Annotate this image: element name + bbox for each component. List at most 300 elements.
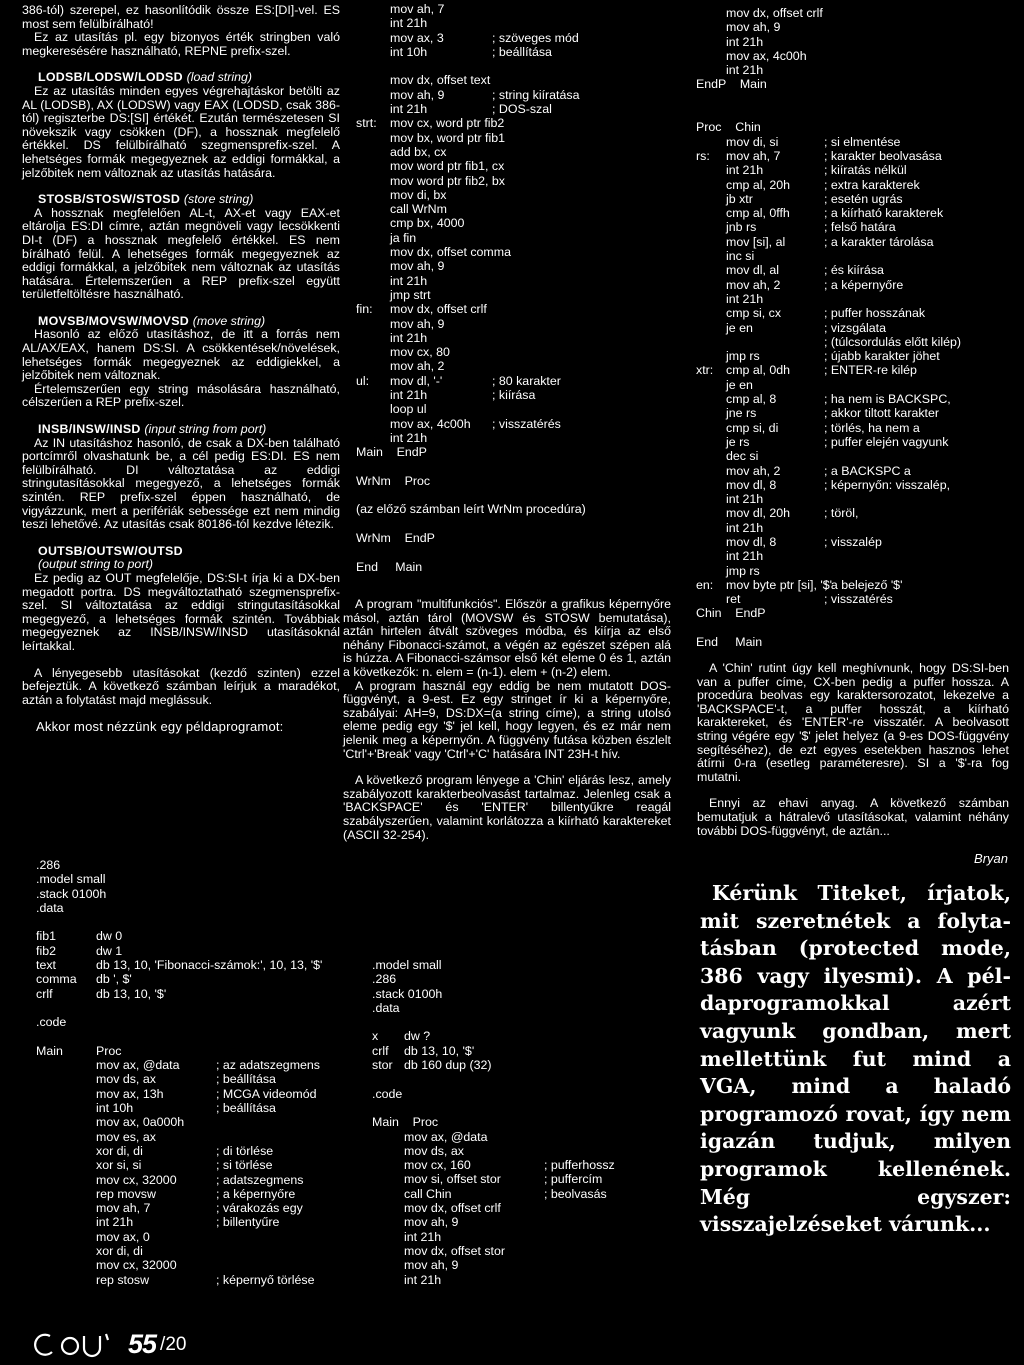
code-line xyxy=(372,1172,672,1186)
code-line xyxy=(696,35,1016,49)
instruction-name: MOVSB/MOVSW/MOVSD xyxy=(38,313,190,328)
code-label xyxy=(696,564,726,578)
code-label xyxy=(696,421,726,435)
code-line xyxy=(696,20,1016,34)
code-label xyxy=(356,88,390,102)
code-label xyxy=(356,345,390,359)
code-label xyxy=(36,1072,96,1086)
code-label xyxy=(696,249,726,263)
code-instruction: mov dx, offset comma xyxy=(390,245,511,260)
code-comment xyxy=(824,521,1016,535)
code-label xyxy=(356,317,390,331)
code-line xyxy=(356,345,676,359)
code-comment: ; pufferhossz xyxy=(544,1158,615,1173)
code-line xyxy=(696,335,1016,349)
code-instruction: mov cx, 80 xyxy=(390,345,450,360)
code-line xyxy=(36,1115,341,1129)
code-instruction: call WrNm xyxy=(390,202,447,217)
code-label xyxy=(696,435,726,449)
code-label xyxy=(356,174,390,188)
code-line xyxy=(696,292,1016,306)
code-instruction: mov ds, ax xyxy=(96,1072,156,1087)
code-instruction: dec si xyxy=(726,449,759,464)
code-line xyxy=(372,958,672,972)
code-instruction: mov word ptr fib2, bx xyxy=(390,173,506,188)
code-instruction: mov ah, 9 xyxy=(390,87,445,102)
code-label xyxy=(356,331,390,345)
code-label xyxy=(356,216,390,230)
code-label: crlf xyxy=(36,986,53,1001)
code-comment xyxy=(492,131,676,145)
code-directive: .code xyxy=(36,1015,67,1030)
code-line xyxy=(372,1058,672,1072)
code-directive: End Main xyxy=(696,635,763,650)
code-instruction: mov dx, offset crlf xyxy=(404,1201,501,1216)
code-label xyxy=(356,159,390,173)
code-line xyxy=(36,1215,341,1229)
code-directive: .model small xyxy=(372,958,442,972)
code-label xyxy=(356,259,390,273)
code-label: strt: xyxy=(356,116,377,131)
code-comment xyxy=(824,63,1016,77)
code-label xyxy=(696,406,726,420)
code-line xyxy=(356,31,676,45)
code-line xyxy=(356,460,676,474)
code-line xyxy=(36,1173,341,1187)
code-comment: ; puffer hosszának xyxy=(824,306,926,321)
code-line xyxy=(356,302,676,316)
code-instruction: cmp al, 20h xyxy=(726,177,791,192)
code-line xyxy=(36,858,341,872)
instruction-name: INSB/INSW/INSD xyxy=(38,422,141,437)
code-instruction: mov ax, 4c00h xyxy=(726,48,807,63)
code-instruction: mov ax, 0a000h xyxy=(96,1115,185,1130)
code-comment xyxy=(544,1029,672,1043)
code-instruction: int 10h xyxy=(390,44,428,59)
code-directive: Main EndP xyxy=(356,445,427,460)
code-line xyxy=(36,1030,341,1044)
code-instruction: mov dx, offset crlf xyxy=(726,6,823,20)
code-line xyxy=(372,1201,672,1215)
code-line xyxy=(696,220,1016,234)
code-instruction: mov ax, 13h xyxy=(96,1086,164,1101)
code-comment: ; kiírása xyxy=(492,388,536,403)
code-line xyxy=(356,245,676,259)
code-label: rs: xyxy=(696,148,710,163)
code-instruction: int 21h xyxy=(726,549,764,564)
code-line xyxy=(356,231,676,245)
code-instruction: mov ah, 7 xyxy=(96,1201,151,1216)
code-line xyxy=(36,901,341,915)
code-line xyxy=(696,321,1016,335)
code-label xyxy=(36,1101,96,1115)
code-comment xyxy=(824,6,1016,20)
code-line xyxy=(696,163,1016,177)
code-comment: ; 80 karakter xyxy=(492,373,561,388)
code-line xyxy=(356,174,676,188)
code-instruction: cmp si, cx xyxy=(726,306,782,321)
code-line xyxy=(696,535,1016,549)
code-instruction: rep stosw xyxy=(96,1272,150,1287)
code-comment xyxy=(544,1201,672,1215)
code-instruction: mov ax, @data xyxy=(404,1129,488,1144)
code-label: fib1 xyxy=(36,929,56,944)
code-line xyxy=(356,445,676,459)
code-line xyxy=(356,417,676,431)
code-instruction: int 21h xyxy=(726,492,764,507)
code-comment: ; string kiíratása xyxy=(492,87,580,102)
code-comment xyxy=(824,35,1016,49)
code-line xyxy=(36,1144,341,1158)
code-line xyxy=(696,363,1016,377)
code-line xyxy=(372,987,672,1001)
instruction-description: (load string) xyxy=(186,70,253,85)
code-label: en: xyxy=(696,577,714,592)
code-instruction: mov dl, 8 xyxy=(726,477,777,492)
code-line xyxy=(356,431,676,445)
code-comment xyxy=(216,958,341,972)
code-label xyxy=(696,335,726,349)
code-line xyxy=(696,178,1016,192)
code-line xyxy=(696,478,1016,492)
code-comment xyxy=(824,549,1016,563)
code-instruction: mov word ptr fib1, cx xyxy=(390,159,505,174)
code-label xyxy=(696,478,726,492)
code-directive: .286 xyxy=(372,972,397,987)
code-instruction: mov ax, 0 xyxy=(96,1229,150,1244)
code-comment: ; képernyőn: visszalép, xyxy=(824,477,951,492)
code-line xyxy=(696,406,1016,420)
code-instruction: db 13, 10, '$' xyxy=(404,1043,475,1058)
code-instruction: ret xyxy=(726,592,741,607)
code-line xyxy=(356,317,676,331)
code-instruction: je en xyxy=(726,377,753,392)
code-line xyxy=(36,1187,341,1201)
code-line xyxy=(356,45,676,59)
code-comment: ; MCGA videomód xyxy=(216,1086,317,1101)
code-comment xyxy=(492,274,676,288)
code-label: fin: xyxy=(356,302,373,317)
instruction-description: (store string) xyxy=(183,192,254,207)
code-instruction: mov dx, offset stor xyxy=(404,1243,506,1258)
code-label xyxy=(356,131,390,145)
code-comment: ; a képernyőre xyxy=(216,1186,296,1201)
code-comment xyxy=(492,116,676,130)
code-line xyxy=(36,987,341,1001)
code-label xyxy=(696,163,726,177)
code-line xyxy=(36,1044,341,1058)
code-line xyxy=(356,259,676,273)
code-instruction: call Chin xyxy=(404,1186,452,1201)
code-line xyxy=(372,1001,672,1015)
code-comment: ; beállítása xyxy=(216,1101,276,1116)
code-label xyxy=(372,1273,404,1287)
code-instruction: dw 1 xyxy=(96,943,123,958)
paragraph: A lényegesebb utasításokat (kezdő szinten) ezzel befejeztük. A következő számban leírjuk a maradékot, aztán a folytatást majd meglássuk. xyxy=(22,665,340,707)
code-label xyxy=(36,1058,96,1072)
code-instruction: dw ? xyxy=(404,1029,431,1044)
code-comment xyxy=(492,302,676,316)
code-instruction: db 160 dup (32) xyxy=(404,1058,492,1073)
code-instruction: jmp rs xyxy=(726,563,760,578)
code-directive: Main Proc xyxy=(372,1115,439,1130)
paragraph: A következő program lényege a 'Chin' eljárás lesz, amely szabályozott karakterbeolvasást tartalmaz. Jelenleg csak a 'BACKSPACE' és 'ENTER' billentyűkre reagál szabályszerűen, valamint korlátozza a kiírható karaktereket (ASCII 32-254). xyxy=(343,773,671,842)
code-directive: WrNm Proc xyxy=(356,473,431,488)
code-label: comma xyxy=(36,972,77,987)
code-comment xyxy=(544,1044,672,1058)
code-comment: ; si törlése xyxy=(216,1158,273,1173)
code-label xyxy=(36,1087,96,1101)
code-label: text xyxy=(36,958,56,973)
code-instruction: mov dl, 20h xyxy=(726,506,791,521)
code-instruction: jb xtr xyxy=(726,191,753,206)
page-number: /20 xyxy=(160,1334,187,1356)
code-line xyxy=(696,349,1016,363)
column-1-article xyxy=(22,4,340,734)
code-comment: ; szöveges mód xyxy=(492,30,579,45)
code-instruction: cmp al, 0ffh xyxy=(726,206,790,221)
code-instruction: mov dl, 8 xyxy=(726,534,777,549)
code-line xyxy=(356,488,676,502)
code-instruction: mov ah, 9 xyxy=(404,1258,459,1273)
code-label xyxy=(696,6,726,20)
instruction-name: LODSB/LODSW/LODSD xyxy=(38,70,183,85)
code-instruction: int 21h xyxy=(726,520,764,535)
code-label xyxy=(696,392,726,406)
code-label xyxy=(356,402,390,416)
code-instruction: mov ah, 7 xyxy=(726,148,781,163)
code-instruction: mov ax, 4c00h xyxy=(390,416,471,431)
paragraph: 386-tól) szerepel, ez hasonlítódik össze ES:[DI]-vel. ES most sem felülbírálható! xyxy=(22,3,340,31)
code-line xyxy=(356,545,676,559)
code-instruction: int 21h xyxy=(404,1272,442,1287)
code-label xyxy=(372,1144,404,1158)
code-instruction: je rs xyxy=(726,434,750,449)
instruction-description: (input string from port) xyxy=(144,422,267,437)
code-line xyxy=(696,521,1016,535)
code-comment xyxy=(492,145,676,159)
code-instruction: int 21h xyxy=(390,430,428,445)
code-instruction: je en xyxy=(726,320,753,335)
code-line xyxy=(372,1244,672,1258)
code-comment xyxy=(216,1044,341,1058)
code-comment: ; (túlcsordulás előtt kilép) xyxy=(824,334,962,349)
code-label xyxy=(356,274,390,288)
code-instruction: loop ul xyxy=(390,402,427,417)
code-line xyxy=(36,1273,341,1287)
code-label xyxy=(696,20,726,34)
code-comment: ; karakter beolvasása xyxy=(824,148,942,163)
code-line xyxy=(356,88,676,102)
code-line xyxy=(696,464,1016,478)
code-label xyxy=(696,378,726,392)
code-comment xyxy=(492,331,676,345)
paragraph: Ez pedig az OUT megfelelője, DS:SI-t írja ki a DX-ben megadott portra. DS megváltoztatható szegmensprefix-szel. SI változtatása az eddigi stringutasításokkal megegyező, a lehetséges formák szintén. Továbbiak megegyeznek az INSB/INSW/INSD utasításoknál leírtakkal. xyxy=(22,570,340,653)
code-comment: ; az adatszegmens xyxy=(216,1058,321,1073)
code-comment: ; várakozás egy xyxy=(216,1201,303,1216)
code-comment xyxy=(824,449,1016,463)
code-line xyxy=(36,1072,341,1086)
code-instruction: int 21h xyxy=(96,1215,134,1230)
code-line xyxy=(356,202,676,216)
code-label xyxy=(696,235,726,249)
code-comment: ; beállítása xyxy=(216,1072,276,1087)
code-instruction: mov di, si xyxy=(726,134,779,149)
code-line xyxy=(372,1258,672,1272)
code-comment xyxy=(824,20,1016,34)
code-line xyxy=(356,502,676,516)
code-label xyxy=(696,321,726,335)
code-label xyxy=(696,306,726,320)
code-comment xyxy=(492,174,676,188)
column-3-article xyxy=(697,662,1009,838)
code-comment xyxy=(492,431,676,445)
code-instruction: mov dl, al xyxy=(726,263,780,278)
code-directive: .code xyxy=(372,1086,403,1101)
code-comment: ; vizsgálata xyxy=(824,320,886,335)
code-comment xyxy=(544,1058,672,1072)
code-line xyxy=(356,359,676,373)
code-line xyxy=(372,1130,672,1144)
code-line xyxy=(372,972,672,986)
code-label xyxy=(356,188,390,202)
code-line xyxy=(356,402,676,416)
code-comment xyxy=(824,378,1016,392)
code-line xyxy=(696,249,1016,263)
code-line xyxy=(36,1158,341,1172)
code-label: Main xyxy=(36,1043,63,1058)
code-comment xyxy=(492,359,676,373)
code-label xyxy=(372,1258,404,1272)
code-line xyxy=(36,944,341,958)
paragraph: Az IN utasításhoz hasonló, de csak a DX-ben található portcímről olvashatunk be, a cél pedig ES:DI. ES nem felülbírálható. DI változtatása az eddigi stringutasításokkal megegyező, a lehetséges formák szintén. REP prefix-szel éppen használható, de vigyázzunk, mert a perifériák sebessége ezt nem mindig teszi lehetővé. Az utasítás csak 80186-tól kezdve létezik. xyxy=(22,435,340,532)
paragraph: Akkor most nézzünk egy példaprogramot: xyxy=(36,719,284,735)
code-line xyxy=(372,1101,672,1115)
code-line xyxy=(36,1101,341,1115)
code-comment: ; ha nem is BACKSPC, xyxy=(824,392,951,407)
code-label xyxy=(36,1144,96,1158)
code-comment xyxy=(544,1215,672,1229)
code-label xyxy=(696,63,726,77)
code-line xyxy=(372,1115,672,1129)
code-comment: ; beolvasás xyxy=(544,1186,607,1201)
code-line xyxy=(356,331,676,345)
code-line xyxy=(356,288,676,302)
code-label xyxy=(356,431,390,445)
code-line xyxy=(696,306,1016,320)
code-label xyxy=(696,206,726,220)
code-label xyxy=(696,492,726,506)
code-instruction: add bx, cx xyxy=(390,144,447,159)
code-instruction: mov ah, 7 xyxy=(390,2,445,16)
code-line xyxy=(36,1015,341,1029)
code-instruction: int 21h xyxy=(726,163,764,178)
code-listing-fibonacci-part1 xyxy=(36,858,341,1287)
code-line xyxy=(36,929,341,943)
code-instruction: db 13, 10, '$' xyxy=(96,986,167,1001)
paragraph: Ez az utasítás pl. egy bizonyos érték stringben való megkeresésére használható, REPNE prefix-szel. xyxy=(22,30,340,58)
code-line xyxy=(356,374,676,388)
code-instruction: mov dl, '-' xyxy=(390,373,443,388)
code-line xyxy=(356,102,676,116)
code-label xyxy=(36,1215,96,1229)
code-line xyxy=(356,159,676,173)
section-heading xyxy=(22,193,340,207)
code-instruction: int 10h xyxy=(96,1101,134,1116)
code-line xyxy=(356,274,676,288)
code-line xyxy=(36,958,341,972)
code-line xyxy=(696,263,1016,277)
code-instruction: ja fin xyxy=(390,230,417,245)
code-line xyxy=(356,531,676,545)
code-label xyxy=(372,1215,404,1229)
code-label: stor xyxy=(372,1058,393,1073)
code-comment xyxy=(492,159,676,173)
code-instruction: mov ah, 9 xyxy=(404,1215,459,1230)
code-line xyxy=(372,1158,672,1172)
code-instruction: xor di, di xyxy=(96,1244,143,1259)
code-line xyxy=(696,135,1016,149)
code-label xyxy=(696,292,726,306)
code-instruction: mov di, bx xyxy=(390,187,447,202)
code-comment: ; extra karakterek xyxy=(824,177,920,192)
code-line xyxy=(696,549,1016,563)
author-signature: Bryan xyxy=(974,851,1008,866)
code-comment: ; kiíratás nélkül xyxy=(824,163,907,178)
code-line xyxy=(356,131,676,145)
code-line xyxy=(696,206,1016,220)
code-directive: WrNm EndP xyxy=(356,530,435,545)
code-label xyxy=(696,464,726,478)
code-directive: .stack 0100h xyxy=(36,886,107,901)
page-footer xyxy=(34,1330,186,1360)
code-comment xyxy=(216,972,341,986)
code-label xyxy=(372,1244,404,1258)
code-comment xyxy=(824,564,1016,578)
code-comment: ; puffer elején vagyunk xyxy=(824,434,949,449)
code-label xyxy=(356,73,390,87)
code-line xyxy=(36,887,341,901)
code-label xyxy=(356,202,390,216)
paragraph: A 'Chin' rutint úgy kell meghívnunk, hogy DS:SI-ben van a puffer címe, CX-ben pedig a puffer hossza. A procedúra beolvas egy karaktersorozatot, lekezelve a 'BACKSPACE'-t, a puffer hosszát, a kiírható karaktereket, és 'ENTER'-re visszatér. A beolvasott string végére egy '$' jelet helyez (a 9-es DOS-függvény segítéséhez), de ezt egyes esetekben hasznos lehet átírni 0-ra (esetleg paraméteresre). SI a '$'-ra fog mutatni. xyxy=(697,661,1009,784)
code-directive: Proc Chin xyxy=(696,120,761,135)
code-label xyxy=(696,178,726,192)
code-line xyxy=(696,149,1016,163)
code-line xyxy=(356,216,676,230)
code-line xyxy=(36,1001,341,1015)
code-comment xyxy=(216,987,341,1001)
code-comment: ; törlés, ha nem a xyxy=(824,420,920,435)
code-comment: ; újabb karakter jöhet xyxy=(824,349,940,364)
code-line xyxy=(372,1029,672,1043)
code-line xyxy=(36,972,341,986)
code-label xyxy=(696,135,726,149)
code-comment xyxy=(824,249,1016,263)
paragraph: Ennyi az ehavi anyag. A következő számban bemutatjuk a hátralevő utasításokat, valamint néhány további DOS-függvényt, de aztán... xyxy=(697,796,1009,838)
code-label xyxy=(696,506,726,520)
code-label xyxy=(356,245,390,259)
code-comment: ; adatszegmens xyxy=(216,1172,304,1187)
code-line xyxy=(696,506,1016,520)
paragraph: Hasonló az előző utasításhoz, de itt a forrás nem AL/AX/EAX, hanem DS:SI. A csökkentések/növelések, lehetséges formák megegyeznek az eddigiekkel, a jelzőbitek nem változnak. xyxy=(22,327,340,383)
code-label xyxy=(372,1158,404,1172)
code-line xyxy=(372,1087,672,1101)
code-instruction: xor di, di xyxy=(96,1143,143,1158)
code-comment: ; a kiírható karakterek xyxy=(824,206,944,221)
code-line xyxy=(36,1258,341,1272)
code-instruction: mov si, offset stor xyxy=(404,1172,501,1187)
code-instruction: db ', $' xyxy=(96,972,132,987)
